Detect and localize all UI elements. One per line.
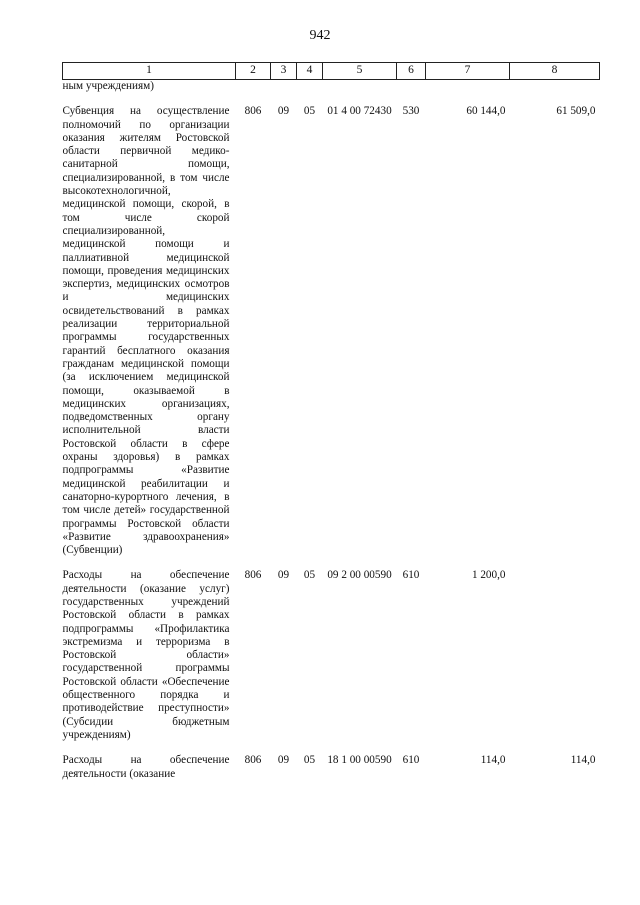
column-header-3: 3 (271, 63, 297, 80)
column-header-6: 6 (397, 63, 426, 80)
row-amount-year1: 60 144,0 (466, 105, 506, 118)
row-expense-type: 610 (402, 569, 420, 582)
column-header-5: 5 (323, 63, 397, 80)
row-section: 09 (277, 754, 290, 767)
column-header-8: 8 (510, 63, 600, 80)
row-section: 09 (277, 105, 290, 118)
row-ministry-code: 806 (244, 105, 262, 118)
row-target-article: 01 4 00 72430 (327, 105, 392, 118)
row-amount-year1: 114,0 (480, 754, 506, 767)
page-number: 942 (309, 28, 331, 43)
row-subsection: 05 (303, 105, 316, 118)
row-description: Субвенция на осуществление полномочий по организации оказания жителям Ростовской области первичной медико-санитарной помощи, специализированной, в том числе высокотехнологичной, медицинской помощи, скорой, в том числе скорой специализированной, медицинской помощи и паллиативной медицинской помощи, проведения медицинских экспертиз, медицинских осмотров и медицинских освидетельствований в рамках реализации территориальной программы государственных гарантий бесплатного оказания гражданам медицинской помощи (за исключением медицинской помощи, оказываемой в медицинских организациях, подведомственных органу исполнительной власти Ростовской области в сфере охраны здоровья) в рамках подпрограммы «Развитие медицинской реабилитации и санаторно-курортного лечения, в том числе детей» государственной программы Ростовской области «Развитие здравоохранения» (Субвенции) (62, 105, 230, 557)
row-subsection: 05 (303, 569, 316, 582)
column-header-7: 7 (426, 63, 510, 80)
continuation-row (63, 80, 600, 94)
budget-table (62, 62, 600, 781)
row-subsection: 05 (303, 754, 316, 767)
row-expense-type: 610 (402, 754, 420, 767)
row-target-article: 09 2 00 00590 (327, 569, 392, 582)
row-amount-year2: 114,0 (570, 754, 596, 767)
row-description: Расходы на обеспечение деятельности (оказание (62, 754, 230, 780)
row-amount-year1: 1 200,0 (471, 569, 506, 582)
row-ministry-code: 806 (244, 569, 262, 582)
row-amount-year2: 61 509,0 (556, 105, 596, 118)
table-header (63, 63, 600, 80)
row-section: 09 (277, 569, 290, 582)
row-target-article: 18 1 00 00590 (327, 754, 392, 767)
row-expense-type: 530 (402, 105, 420, 118)
column-header-4: 4 (297, 63, 323, 80)
row-description: Расходы на обеспечение деятельности (оказание услуг) государственных учреждений Ростовской области в рамках подпрограммы «Профилактика экстремизма и терроризма в Ростовской области» государственной программы Ростовской области «Обеспечение общественного порядка и противодействие преступности» (Субсидии бюджетным учреждениям) (62, 569, 230, 741)
row-ministry-code: 806 (244, 754, 262, 767)
column-header-2: 2 (236, 63, 271, 80)
column-header-1: 1 (63, 63, 236, 80)
table-row (63, 93, 600, 557)
table-row (63, 742, 600, 781)
table-row (63, 557, 600, 742)
continuation-text: ным учреждениям) (62, 80, 154, 92)
row-amount-year2 (510, 557, 600, 742)
